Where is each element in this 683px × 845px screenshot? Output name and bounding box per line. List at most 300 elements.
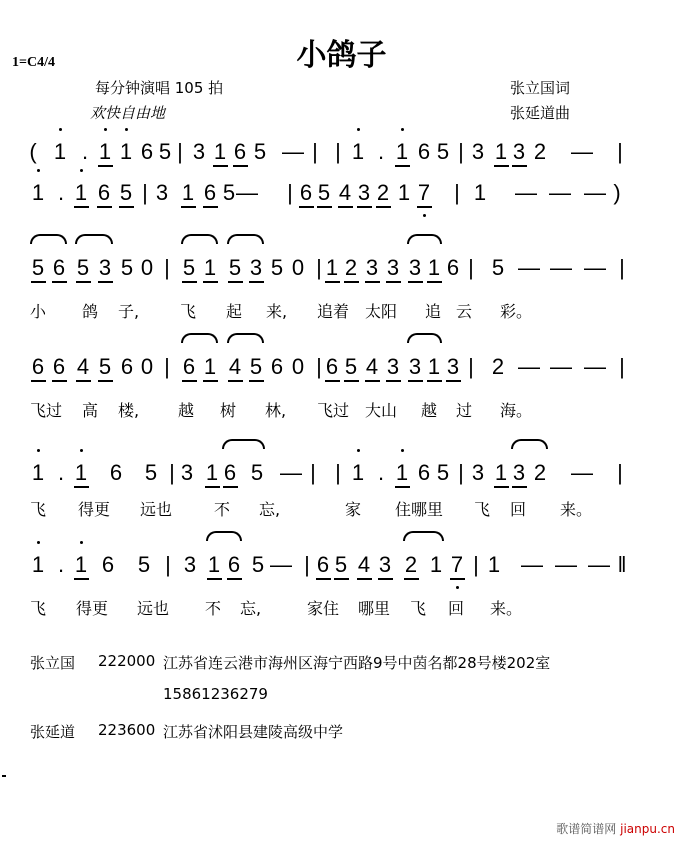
underline-mark bbox=[205, 486, 220, 488]
note: 1 bbox=[429, 552, 443, 577]
underline-mark bbox=[427, 281, 442, 283]
note: 1 bbox=[74, 552, 88, 577]
note: 5 bbox=[436, 139, 450, 164]
note: 6 bbox=[120, 354, 134, 379]
lyric-syllable: 越 bbox=[421, 401, 438, 420]
high-octave-dot bbox=[104, 128, 107, 131]
note: 1 bbox=[395, 460, 409, 485]
lyric-syllable: 家 bbox=[345, 500, 362, 519]
note: . bbox=[57, 460, 65, 485]
note: 6 bbox=[203, 180, 217, 205]
barline: | bbox=[177, 139, 183, 164]
key-signature: 1=C4/4 bbox=[12, 55, 55, 70]
note: . bbox=[81, 139, 89, 164]
note: 6 bbox=[52, 354, 66, 379]
high-octave-dot bbox=[37, 449, 40, 452]
note: 6 bbox=[270, 354, 284, 379]
slur-mark bbox=[403, 531, 444, 541]
expression-marking: 欢快自由地 bbox=[90, 104, 166, 122]
underline-mark bbox=[408, 380, 423, 382]
note: 3 bbox=[180, 460, 194, 485]
lyric-syllable: 过 bbox=[456, 401, 473, 420]
underline-mark bbox=[52, 281, 67, 283]
dash-extension: — bbox=[584, 354, 606, 379]
note: 1 bbox=[427, 255, 441, 280]
note: . bbox=[57, 180, 65, 205]
underline-mark bbox=[98, 380, 113, 382]
note: 6 bbox=[31, 354, 45, 379]
barline: | bbox=[458, 139, 464, 164]
note: 1 bbox=[494, 139, 508, 164]
note: 5 bbox=[436, 460, 450, 485]
note: 4 bbox=[338, 180, 352, 205]
note: 0 bbox=[291, 354, 305, 379]
barline: | bbox=[304, 552, 310, 577]
note: 6 bbox=[140, 139, 154, 164]
lyric-syllable: 忘, bbox=[259, 500, 281, 519]
note: 1 bbox=[98, 139, 112, 164]
lyric-syllable: 回 bbox=[510, 500, 527, 519]
note: 5 bbox=[137, 552, 151, 577]
underline-mark bbox=[386, 281, 401, 283]
score-line-2 bbox=[0, 173, 683, 213]
underline-mark bbox=[249, 380, 264, 382]
lyric-syllable: 子, bbox=[118, 302, 140, 321]
contact-name-2: 张延道 bbox=[30, 723, 76, 741]
note: 3 bbox=[512, 139, 526, 164]
note: 5 bbox=[491, 255, 505, 280]
note: 1 bbox=[473, 180, 487, 205]
note: 6 bbox=[109, 460, 123, 485]
note: 1 bbox=[181, 180, 195, 205]
note: 1 bbox=[31, 180, 45, 205]
note: . bbox=[377, 460, 385, 485]
high-octave-dot bbox=[80, 541, 83, 544]
note: 1 bbox=[74, 180, 88, 205]
underline-mark bbox=[357, 578, 372, 580]
note: 1 bbox=[203, 354, 217, 379]
note: 5 bbox=[98, 354, 112, 379]
underline-mark bbox=[249, 281, 264, 283]
underline-mark bbox=[378, 578, 393, 580]
lyric-syllable: 不 bbox=[214, 500, 231, 519]
note: 6 bbox=[417, 139, 431, 164]
lyric-syllable: 起 bbox=[226, 302, 243, 321]
lyrics-line-6 bbox=[0, 596, 683, 622]
note: 3 bbox=[471, 460, 485, 485]
slur-mark bbox=[407, 234, 442, 244]
dash-extension: — bbox=[555, 552, 577, 577]
barline: | bbox=[619, 255, 625, 280]
barline: | bbox=[468, 255, 474, 280]
note: 3 bbox=[378, 552, 392, 577]
underline-mark bbox=[31, 281, 46, 283]
note: ) bbox=[613, 180, 621, 205]
note: 6 bbox=[325, 354, 339, 379]
lyric-syllable: 来。 bbox=[490, 599, 523, 618]
watermark-url: jianpu.cn bbox=[620, 822, 675, 836]
underline-mark bbox=[227, 578, 242, 580]
lyric-syllable: 云 bbox=[456, 302, 473, 321]
lyric-syllable: 住哪里 bbox=[395, 500, 444, 519]
high-octave-dot bbox=[401, 449, 404, 452]
note: 5 bbox=[270, 255, 284, 280]
note: . bbox=[57, 552, 65, 577]
note: 5 bbox=[222, 180, 236, 205]
note: ( bbox=[29, 139, 37, 164]
note: 6 bbox=[52, 255, 66, 280]
underline-mark bbox=[119, 206, 134, 208]
dash-extension: — bbox=[515, 180, 537, 205]
underline-mark bbox=[31, 380, 46, 382]
barline: | bbox=[473, 552, 479, 577]
score-line-1 bbox=[0, 132, 683, 172]
barline: ‖ bbox=[617, 552, 627, 577]
lyric-syllable: 高 bbox=[82, 401, 99, 420]
dash-extension: — bbox=[549, 180, 571, 205]
note: 5 bbox=[249, 354, 263, 379]
lyric-syllable: 彩。 bbox=[500, 302, 533, 321]
underline-mark bbox=[357, 206, 372, 208]
underline-mark bbox=[376, 206, 391, 208]
note: 3 bbox=[365, 255, 379, 280]
underline-mark bbox=[395, 486, 410, 488]
lyric-syllable: 太阳 bbox=[365, 302, 398, 321]
high-octave-dot bbox=[125, 128, 128, 131]
note: 5 bbox=[317, 180, 331, 205]
dash-extension: — bbox=[236, 180, 258, 205]
underline-mark bbox=[74, 486, 89, 488]
lyric-syllable: 飞 bbox=[410, 599, 427, 618]
barline: | bbox=[617, 139, 623, 164]
underline-mark bbox=[450, 578, 465, 580]
underline-mark bbox=[203, 281, 218, 283]
note: 1 bbox=[351, 460, 365, 485]
underline-mark bbox=[76, 380, 91, 382]
lyrics-line-5 bbox=[0, 497, 683, 523]
high-octave-dot bbox=[59, 128, 62, 131]
lyric-syllable: 树 bbox=[220, 401, 237, 420]
lyric-syllable: 回 bbox=[448, 599, 465, 618]
note: 7 bbox=[417, 180, 431, 205]
note: 1 bbox=[351, 139, 365, 164]
lyric-syllable: 大山 bbox=[365, 401, 398, 420]
dash-extension: — bbox=[584, 180, 606, 205]
note: 3 bbox=[249, 255, 263, 280]
note: . bbox=[377, 139, 385, 164]
underline-mark bbox=[98, 165, 113, 167]
lyric-syllable: 哪里 bbox=[358, 599, 391, 618]
note: 3 bbox=[512, 460, 526, 485]
underline-mark bbox=[228, 380, 243, 382]
note: 4 bbox=[365, 354, 379, 379]
slur-mark bbox=[227, 234, 264, 244]
note: 1 bbox=[395, 139, 409, 164]
note: 2 bbox=[376, 180, 390, 205]
lyric-syllable: 林, bbox=[265, 401, 287, 420]
dash-extension: — bbox=[588, 552, 610, 577]
note: 2 bbox=[533, 139, 547, 164]
barline: | bbox=[458, 460, 464, 485]
note: 1 bbox=[74, 460, 88, 485]
underline-mark bbox=[74, 206, 89, 208]
barline: | bbox=[287, 180, 293, 205]
underline-mark bbox=[344, 281, 359, 283]
underline-mark bbox=[404, 578, 419, 580]
lyric-syllable: 飞 bbox=[30, 599, 47, 618]
low-octave-dot bbox=[423, 214, 426, 217]
note: 3 bbox=[98, 255, 112, 280]
underline-mark bbox=[344, 380, 359, 382]
note: 5 bbox=[251, 552, 265, 577]
note: 6 bbox=[299, 180, 313, 205]
barline: | bbox=[335, 460, 341, 485]
lyric-syllable: 飞 bbox=[474, 500, 491, 519]
dash-extension: — bbox=[282, 139, 304, 164]
edge-mark bbox=[2, 775, 6, 777]
barline: | bbox=[142, 180, 148, 205]
underline-mark bbox=[203, 206, 218, 208]
underline-mark bbox=[408, 281, 423, 283]
underline-mark bbox=[97, 206, 112, 208]
note: 3 bbox=[155, 180, 169, 205]
song-title: 小鸽子 bbox=[296, 38, 387, 73]
underline-mark bbox=[427, 380, 442, 382]
lyric-syllable: 飞 bbox=[30, 500, 47, 519]
note: 6 bbox=[316, 552, 330, 577]
lyric-syllable: 飞过 bbox=[30, 401, 63, 420]
note: 6 bbox=[182, 354, 196, 379]
lyric-syllable: 飞 bbox=[180, 302, 197, 321]
underline-mark bbox=[365, 281, 380, 283]
barline: | bbox=[310, 460, 316, 485]
lyric-syllable: 远也 bbox=[140, 500, 173, 519]
note: 3 bbox=[386, 354, 400, 379]
underline-mark bbox=[494, 486, 509, 488]
note: 6 bbox=[446, 255, 460, 280]
underline-mark bbox=[446, 380, 461, 382]
note: 5 bbox=[182, 255, 196, 280]
contact-phone-1: 15861236279 bbox=[163, 685, 268, 703]
note: 1 bbox=[203, 255, 217, 280]
note: 1 bbox=[325, 255, 339, 280]
lyrics-line-4 bbox=[0, 398, 683, 424]
note: 0 bbox=[140, 255, 154, 280]
underline-mark bbox=[182, 281, 197, 283]
note: 5 bbox=[228, 255, 242, 280]
underline-mark bbox=[223, 486, 238, 488]
lyric-syllable: 越 bbox=[178, 401, 195, 420]
underline-mark bbox=[74, 578, 89, 580]
note: 5 bbox=[144, 460, 158, 485]
lyric-syllable: 得更 bbox=[76, 599, 109, 618]
note: 7 bbox=[450, 552, 464, 577]
underline-mark bbox=[512, 165, 527, 167]
underline-mark bbox=[316, 578, 331, 580]
note: 4 bbox=[76, 354, 90, 379]
note: 1 bbox=[205, 460, 219, 485]
note: 4 bbox=[357, 552, 371, 577]
note: 2 bbox=[404, 552, 418, 577]
lyric-syllable: 追着 bbox=[317, 302, 350, 321]
lyric-syllable: 飞过 bbox=[317, 401, 350, 420]
note: 3 bbox=[408, 354, 422, 379]
underline-mark bbox=[207, 578, 222, 580]
note: 1 bbox=[31, 460, 45, 485]
note: 3 bbox=[357, 180, 371, 205]
lyric-syllable: 家住 bbox=[307, 599, 340, 618]
lyric-syllable: 来。 bbox=[560, 500, 593, 519]
watermark-site-name: 歌谱简谱网 bbox=[556, 822, 617, 836]
underline-mark bbox=[52, 380, 67, 382]
underline-mark bbox=[98, 281, 113, 283]
note: 2 bbox=[344, 255, 358, 280]
note: 4 bbox=[228, 354, 242, 379]
high-octave-dot bbox=[37, 541, 40, 544]
lyric-syllable: 得更 bbox=[78, 500, 111, 519]
slur-mark bbox=[30, 234, 67, 244]
score-line-6 bbox=[0, 545, 683, 585]
barline: | bbox=[316, 354, 322, 379]
underline-mark bbox=[386, 380, 401, 382]
slur-mark bbox=[181, 333, 218, 343]
note: 6 bbox=[101, 552, 115, 577]
lyric-syllable: 海。 bbox=[500, 401, 533, 420]
contact-name-1: 张立国 bbox=[30, 654, 76, 672]
underline-mark bbox=[338, 206, 353, 208]
note: 1 bbox=[487, 552, 501, 577]
note: 1 bbox=[213, 139, 227, 164]
underline-mark bbox=[203, 380, 218, 382]
barline: | bbox=[335, 139, 341, 164]
note: 6 bbox=[223, 460, 237, 485]
underline-mark bbox=[299, 206, 314, 208]
underline-mark bbox=[325, 281, 340, 283]
note: 0 bbox=[291, 255, 305, 280]
score-line-4 bbox=[0, 347, 683, 387]
barline: | bbox=[454, 180, 460, 205]
lyric-syllable: 鸽 bbox=[82, 302, 99, 321]
high-octave-dot bbox=[37, 169, 40, 172]
lyric-syllable: 远也 bbox=[137, 599, 170, 618]
dash-extension: — bbox=[521, 552, 543, 577]
note: 6 bbox=[417, 460, 431, 485]
note: 5 bbox=[120, 255, 134, 280]
slur-mark bbox=[407, 333, 442, 343]
high-octave-dot bbox=[401, 128, 404, 131]
high-octave-dot bbox=[80, 449, 83, 452]
dash-extension: — bbox=[518, 255, 540, 280]
dash-extension: — bbox=[571, 139, 593, 164]
note: 1 bbox=[53, 139, 67, 164]
underline-mark bbox=[76, 281, 91, 283]
score-line-3 bbox=[0, 248, 683, 288]
note: 1 bbox=[397, 180, 411, 205]
dash-extension: — bbox=[270, 552, 292, 577]
high-octave-dot bbox=[357, 449, 360, 452]
note: 5 bbox=[76, 255, 90, 280]
barline: | bbox=[468, 354, 474, 379]
low-octave-dot bbox=[456, 586, 459, 589]
note: 3 bbox=[386, 255, 400, 280]
dash-extension: — bbox=[571, 460, 593, 485]
note: 1 bbox=[494, 460, 508, 485]
underline-mark bbox=[182, 380, 197, 382]
slur-mark bbox=[181, 234, 218, 244]
barline: | bbox=[169, 460, 175, 485]
underline-mark bbox=[494, 165, 509, 167]
note: 5 bbox=[31, 255, 45, 280]
note: 1 bbox=[207, 552, 221, 577]
note: 5 bbox=[253, 139, 267, 164]
barline: | bbox=[164, 354, 170, 379]
note: 5 bbox=[119, 180, 133, 205]
contact-address-1: 江苏省连云港市海州区海宁西路9号中茵名都28号楼202室 bbox=[163, 654, 551, 672]
slur-mark bbox=[222, 439, 265, 449]
note: 6 bbox=[97, 180, 111, 205]
underline-mark bbox=[512, 486, 527, 488]
note: 3 bbox=[192, 139, 206, 164]
high-octave-dot bbox=[357, 128, 360, 131]
note: 2 bbox=[533, 460, 547, 485]
lyrics-line-3 bbox=[0, 299, 683, 325]
lyric-syllable: 来, bbox=[266, 302, 288, 321]
slur-mark bbox=[75, 234, 113, 244]
tempo-marking: 每分钟演唱 105 拍 bbox=[95, 79, 224, 97]
composer: 张延道曲 bbox=[510, 104, 571, 122]
note: 1 bbox=[427, 354, 441, 379]
underline-mark bbox=[228, 281, 243, 283]
underline-mark bbox=[334, 578, 349, 580]
underline-mark bbox=[317, 206, 332, 208]
underline-mark bbox=[417, 206, 432, 208]
note: 0 bbox=[140, 354, 154, 379]
high-octave-dot bbox=[80, 169, 83, 172]
contact-zip-1: 222000 bbox=[98, 652, 156, 670]
slur-mark bbox=[206, 531, 242, 541]
lyric-syllable: 追 bbox=[425, 302, 442, 321]
lyric-syllable: 不 bbox=[205, 599, 222, 618]
underline-mark bbox=[213, 165, 228, 167]
slur-mark bbox=[511, 439, 548, 449]
dash-extension: — bbox=[280, 460, 302, 485]
note: 3 bbox=[446, 354, 460, 379]
underline-mark bbox=[325, 380, 340, 382]
underline-mark bbox=[233, 165, 248, 167]
contact-zip-2: 223600 bbox=[98, 721, 156, 739]
score-line-5 bbox=[0, 453, 683, 493]
note: 3 bbox=[471, 139, 485, 164]
dash-extension: — bbox=[518, 354, 540, 379]
note: 5 bbox=[344, 354, 358, 379]
note: 2 bbox=[491, 354, 505, 379]
note: 5 bbox=[250, 460, 264, 485]
barline: | bbox=[164, 255, 170, 280]
dash-extension: — bbox=[550, 354, 572, 379]
note: 5 bbox=[334, 552, 348, 577]
note: 1 bbox=[31, 552, 45, 577]
barline: | bbox=[165, 552, 171, 577]
lyricist: 张立国词 bbox=[510, 79, 571, 97]
barline: | bbox=[617, 460, 623, 485]
barline: | bbox=[316, 255, 322, 280]
note: 1 bbox=[119, 139, 133, 164]
note: 5 bbox=[158, 139, 172, 164]
dash-extension: — bbox=[584, 255, 606, 280]
note: 3 bbox=[408, 255, 422, 280]
slur-mark bbox=[227, 333, 264, 343]
note: 6 bbox=[227, 552, 241, 577]
